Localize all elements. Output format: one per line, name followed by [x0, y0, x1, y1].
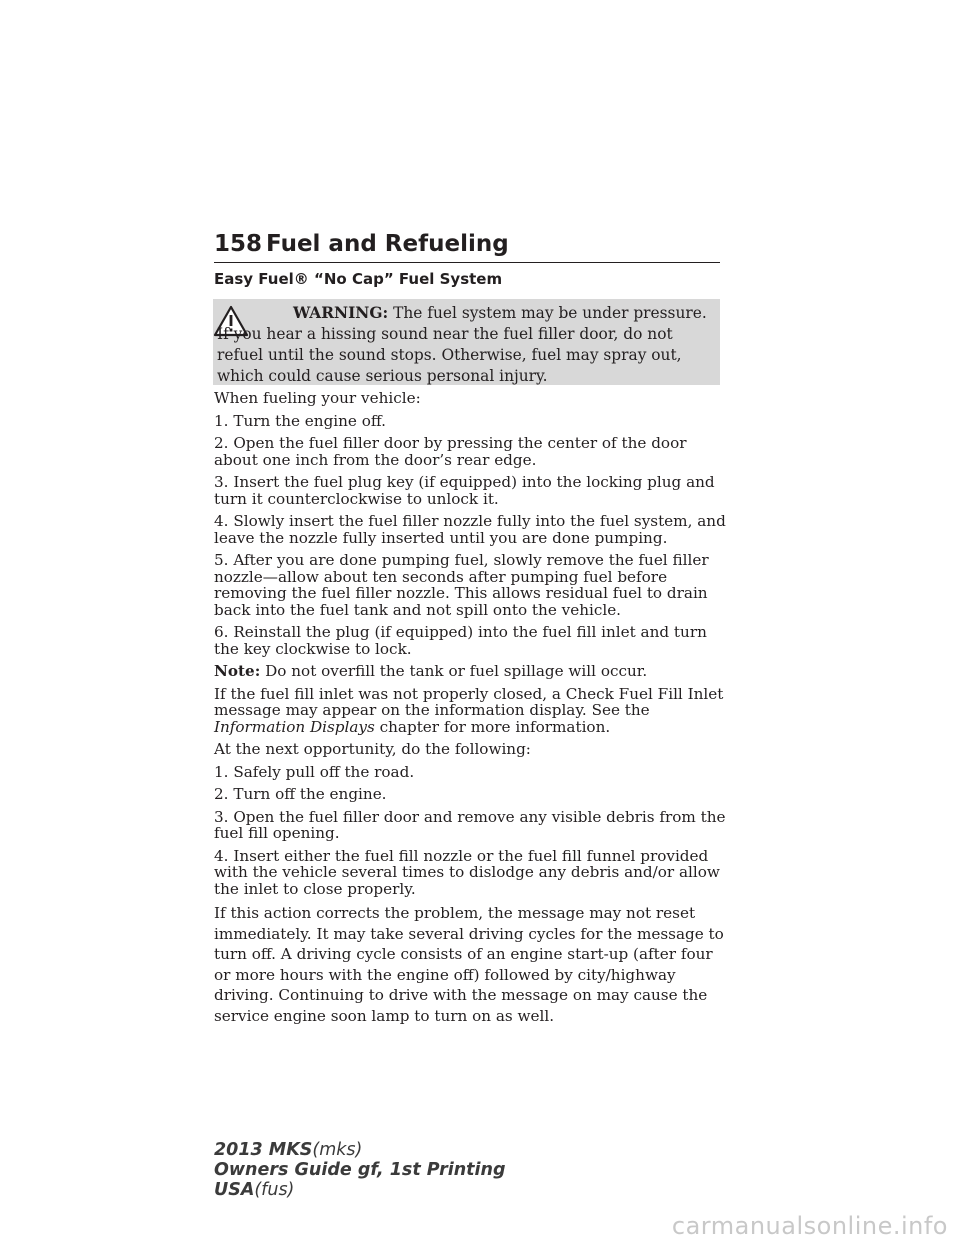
warning-text-block	[217, 303, 720, 387]
footer-region-code: (fus)	[254, 1180, 295, 1200]
footer-guide: Owners Guide gf, 1st Printing	[214, 1160, 506, 1180]
closing-paragraph: If this action corrects the problem, the message may not reset immediately. It may take several driving cycles for the message to turn off. A driving cycle consists of an engine start-up (after four or more hours with the engine off) followed by city/highway driving. Continuing to drive with the message on may cause the service engine soon lamp to turn on as well.	[214, 904, 724, 1025]
note	[214, 663, 729, 680]
warning-text: The fuel system may be under pressure. If you hear a hissing sound near the fuel filler door, do not refuel until the sound stops. Otherwise, fuel may spray out, which could cause serious personal injury.	[217, 304, 707, 385]
note-text: Do not overfill the tank or fuel spillage will occur.	[265, 662, 648, 680]
fueling-step: 1. Turn the engine off.	[214, 411, 386, 430]
chapter-title: Fuel and Refueling	[266, 231, 509, 257]
fueling-intro: When fueling your vehicle:	[214, 389, 421, 407]
fueling-step: 4. Slowly insert the fuel filler nozzle fully into the fuel system, and leave the nozzle fully inserted until you are done pumping.	[214, 512, 726, 547]
debris-step: 2. Turn off the engine.	[214, 785, 387, 803]
fueling-step: 6. Reinstall the plug (if equipped) into the fuel fill inlet and turn the key clockwise to lock.	[214, 623, 707, 658]
footer-model-line	[214, 1140, 506, 1160]
debris-step: 1. Safely pull off the road.	[214, 762, 415, 781]
note-label: Note:	[214, 662, 261, 680]
debris-step: 4. Insert either the fuel fill nozzle or the fuel fill funnel provided with the vehicle several times to dislodge any debris and/or allow the inlet to close properly.	[214, 846, 720, 898]
footer-region: USA	[214, 1180, 255, 1200]
information-displays-reference: Information Displays	[214, 717, 375, 736]
warning-box	[213, 299, 720, 385]
fueling-step: 2. Open the fuel filler door by pressing the center of the door about one inch from the door’s rear edge.	[214, 434, 687, 469]
inlet-paragraph	[214, 686, 729, 736]
debris-step: 3. Open the fuel filler door and remove any visible debris from the fuel fill opening.	[214, 807, 726, 842]
footer-region-line	[214, 1180, 506, 1200]
page-number: 158	[214, 231, 263, 257]
footer-model: 2013 MKS	[214, 1140, 313, 1160]
page-footer	[214, 1140, 506, 1200]
inlet-paragraph-end: chapter for more information.	[379, 717, 611, 736]
footer-model-code: (mks)	[312, 1140, 363, 1160]
page-header	[214, 228, 720, 263]
warning-label: WARNING:	[293, 304, 389, 322]
fueling-step: 5. After you are done pumping fuel, slowly remove the fuel filler nozzle—allow about ten seconds after pumping fuel before removing the fuel filler nozzle. This allows residual fuel to drain back into the fuel tank and not spill onto the vehicle.	[214, 551, 709, 619]
inlet-paragraph-text: If the fuel fill inlet was not properly closed, a Check Fuel Fill Inlet message may appear on the information display. See the	[214, 684, 724, 719]
fueling-step: 3. Insert the fuel plug key (if equipped) into the locking plug and turn it counterclockwise to unlock it.	[214, 473, 715, 508]
body-text	[214, 390, 729, 1032]
watermark: carmanualsonline.info	[671, 1212, 948, 1240]
next-opportunity: At the next opportunity, do the following:	[214, 740, 531, 758]
section-title: Easy Fuel® “No Cap” Fuel System	[214, 270, 503, 288]
